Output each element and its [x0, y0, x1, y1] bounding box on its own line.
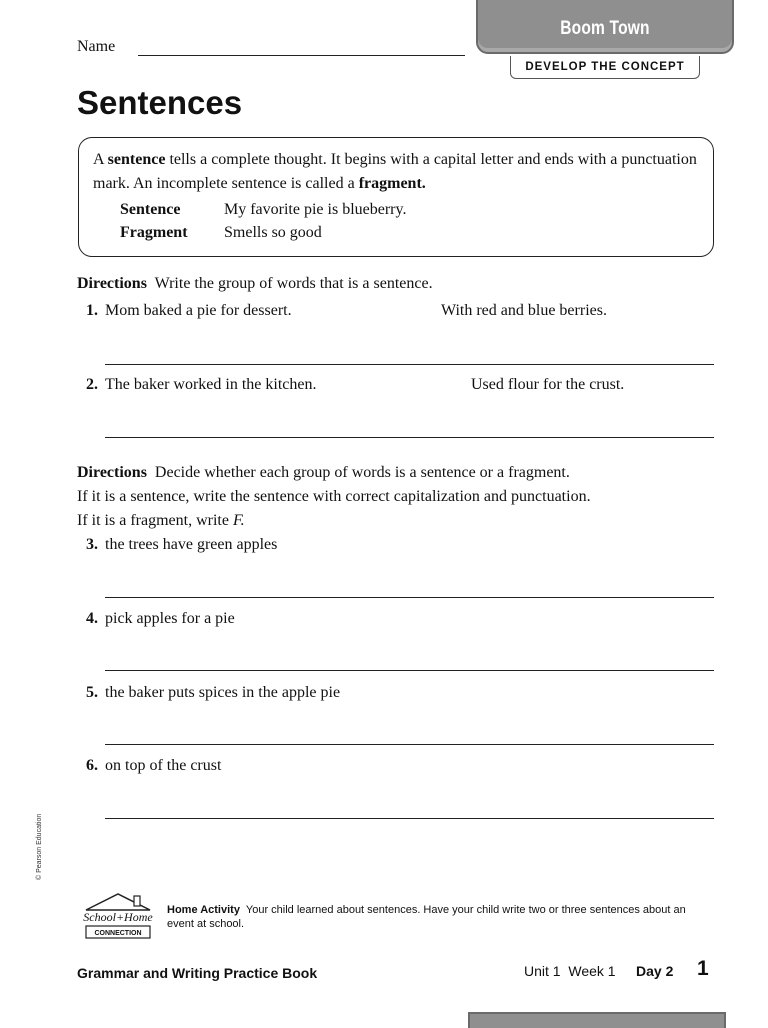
name-line[interactable] [138, 55, 465, 56]
unit-title: Boom Town [560, 18, 650, 39]
example-fragment-row [120, 224, 322, 242]
fragment-letter: F. [232, 512, 245, 529]
copyright-credit: © Pearson Education [36, 813, 43, 880]
item-number: 2. [86, 376, 98, 393]
book-title: Grammar and Writing Practice Book [77, 965, 318, 981]
directions-label: Directions [77, 464, 147, 481]
name-label: Name [77, 38, 116, 55]
answer-line-2[interactable] [105, 437, 714, 438]
item-text: on top of the crust [105, 757, 222, 774]
item-left-choice: The baker worked in the kitchen. [105, 376, 317, 393]
answer-line-1[interactable] [105, 364, 714, 365]
concept-label: DEVELOP THE CONCEPT [510, 56, 700, 79]
answer-line-3[interactable] [105, 597, 714, 598]
item-right-choice: With red and blue berries. [441, 302, 607, 319]
bottom-tab [468, 1012, 726, 1028]
item-number: 6. [86, 757, 98, 774]
example-label: Sentence [120, 201, 181, 218]
school-home-logo [76, 890, 160, 942]
home-activity-text: Home Activity Your child learned about sentences. Have your child write two or three sentences about an event at school. [167, 904, 686, 930]
item-number: 1. [86, 302, 98, 319]
answer-line-4[interactable] [105, 670, 714, 671]
day-label: Day 2 [636, 963, 674, 979]
home-activity-label: Home Activity [167, 904, 240, 916]
page-title: Sentences [77, 84, 243, 121]
unit-week: Unit 1 Week 1 [524, 963, 616, 979]
item-number: 4. [86, 610, 98, 627]
item-number: 3. [86, 536, 98, 553]
example-label: Fragment [120, 224, 188, 241]
item-text: pick apples for a pie [105, 610, 235, 627]
logo-title: School+Home [83, 910, 153, 924]
rule-text: A sentence tells a complete thought. It begins with a capital letter and ends with a punctuation mark. An incomplete sentence is called a fragment. [93, 151, 697, 192]
item-left-choice: Mom baked a pie for dessert. [105, 302, 292, 319]
directions-1: Directions Write the group of words that is a sentence. [77, 275, 433, 292]
item-text: the trees have green apples [105, 536, 278, 553]
example-sentence-row [120, 201, 406, 219]
logo-subtitle: CONNECTION [94, 930, 142, 937]
example-text: My favorite pie is blueberry. [224, 201, 407, 218]
answer-line-5[interactable] [105, 744, 714, 745]
directions-label: Directions [77, 275, 147, 292]
item-text: the baker puts spices in the apple pie [105, 684, 341, 701]
item-right-choice: Used flour for the crust. [471, 376, 625, 393]
term-fragment: fragment. [358, 175, 426, 192]
directions-2: Directions Decide whether each group of words is a sentence or a fragment. If it is a sentence, write the sentence with correct capitalization and punctuation. If it is a fragment, write F. [77, 464, 591, 529]
page-number: 1 [697, 957, 709, 980]
answer-line-6[interactable] [105, 818, 714, 819]
item-number: 5. [86, 684, 98, 701]
example-text: Smells so good [224, 224, 322, 241]
term-sentence: sentence [107, 151, 166, 168]
